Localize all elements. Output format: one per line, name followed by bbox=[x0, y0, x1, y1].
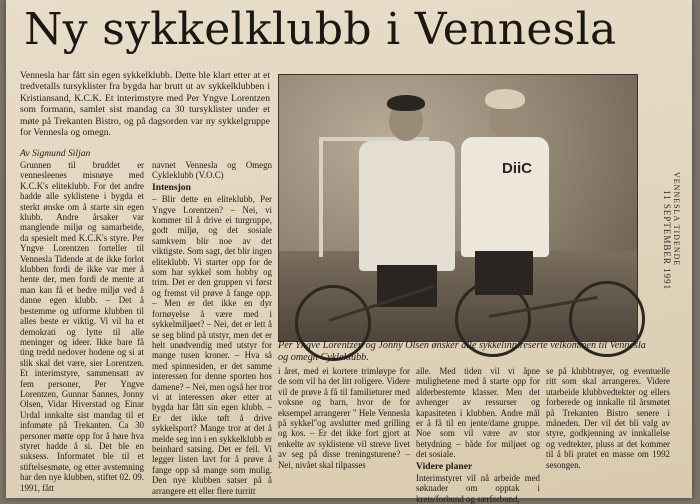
text-column-4 bbox=[416, 366, 540, 504]
text-column-3 bbox=[278, 366, 410, 496]
article-lead: Vennesla har fått sin egen sykkelklubb. Dette ble klart etter at et tredvetalls tursyklister fra bygda har brutt ut av sykkelklubben i Kristiansand, K.C.K. Et interimstyre med Per Yngve Lorentzen som formann, samlet sist mandag ca 30 tursyklister under et møte på Trekanten Bistro, og på dagsorden var ny sykkelgruppe for Vennesla og omegn. bbox=[20, 70, 270, 139]
text-column-5 bbox=[546, 366, 670, 496]
article-byline: Av Sigmund Siljan bbox=[20, 148, 91, 159]
text-column-1 bbox=[20, 160, 144, 495]
cyclist-right-hair bbox=[485, 89, 525, 109]
newspaper-clipping bbox=[6, 0, 692, 504]
newspaper-name: VENNESLA TIDENDE bbox=[672, 171, 681, 267]
column-4-text-continued: Interimstyret vil nå arbeide med søknader om opptak i krets/forbund og særforbund, bbox=[416, 473, 540, 504]
column-1-text: Grunnen til bruddet er vennesleenes misnøye med K.C.K's eliteklubb. For det andre hadde alle syklistene i bygda et sterkt ønske om å starte sin egen klubb. Andre årsaker var manglende miljø og samarbeide, da spesielt med K.C.K's styre. Per Yngve Lorentzen forteller til Vennesla Tidende at de ikke forlot klubben fordi de ikke var mer å hente der, men fordi de mente at man kan få et bedre miljø ved å danne egen klubb. – Det å bestemme og utforme klubben til alles beste er viktig. Vi vil ha et demokrati og lytte til alle meninger og ideer. Ikke bare få ting tredd nedover hodene og si at slik skal det være, sier Lorentzen. Et interimstyre, sammensatt av fem personer, Per Yngve Lorentzen, Gunnar Sannes, Jonny Olsen, Vidar Hiverstad og Einar Urdal innkalte sist mandag til et infomøte på Trekanten. Ca 30 personer møtte opp for å høre hva styret hadde å si. Det ble en suksess. Informatet ble til et stiftelsesmøte, og etter avstemning har den nye klubben, stiftet 02. 09. 1991, fått bbox=[20, 160, 144, 493]
article-headline: Ny sykkelklubb i Vennesla bbox=[24, 4, 617, 55]
jersey-logo-text: DiiC bbox=[502, 160, 532, 177]
column-4-text: alle. Med tiden vil vi åpne mulighetene med å starte opp for alderbestemte klasser. Men det avhenger av ressurser og kapasiteten i klubben. Andre mål er å få til en jente/dame gruppe. Noe som vil være av stor betydning – både for miljøet og det sosiale. bbox=[416, 366, 540, 460]
column-2-intro: navnet Vennesla og Omegn Cykleklubb (V.O.C) bbox=[152, 160, 272, 181]
column-2-text: – Blir dette en eliteklubb, Per Yngve Lorentzen? – Nei, vi kommer til å drive ei turgruppe, godt miljø, og det sosiale samkvem blir noe av det viktigste. Som sagt, det blir ingen eliteklubb. Vi starter opp for de som har sykkel som hobby og trim. Det er den gruppen vi først og fremst vil prøve å fange opp. – Men er det ikke en dyr fornøyelse å være med i sykkelmiljøet? – Nei, det er lett å se seg blind på utstyr, men det er helt unødvendig med utstyr for mange tusen kroner. – Hva så med spinnesiden, er det samme interessen for denne sporten hos damene? – Nei, men også her tror vi at interessen øker etter at bygda har fått sin egen klubb. – Er det ikke tøft å drive sykkelsport? Mange tror at det å melde seg inn i en sykkelklubb er beinhard satsing. Det er feil. Vi legger listen lavt for å prøve å fange opp så mange som mulig. Den nye klubben satser på å arrangere ett eller flere turritt bbox=[152, 194, 273, 496]
column-3-text: i året, med ei kortere trimløype for de som vil ha det litt roligere. Videre vil de prøve å få til familieturer med voksne og barn, hvor de for eksempel arrangerer " Hele Vennesla på sykkel"og avslutter med grilling og kos. – Er det ikke fort gjort at enkelte av syklistene vil streve livet av seg på disse treningsturene? – Nei, nivået skal tilpasses bbox=[278, 366, 410, 470]
photo-goal-post bbox=[319, 137, 323, 257]
cyclist-left-jersey bbox=[359, 141, 455, 271]
cyclist-left-hair bbox=[387, 95, 425, 111]
subheading-intensjon: Intensjon bbox=[152, 181, 191, 193]
column-5-text: se på klubbtrøyer, og eventuelle ritt som skal arrangeres. Videre utarbeide klubbvedtekter og ellers forberede og innkalle til årsmøtet på Trekanten Bistro senere i måneden. Der vil det bli valg av styre, godkjenning av innkallelse og vedtekter, pluss at det kommer til å bli pratet en masse om 1992 sesongen. bbox=[546, 366, 670, 470]
newspaper-margin-label bbox=[657, 110, 681, 370]
text-column-2 bbox=[152, 160, 272, 495]
article-photo bbox=[278, 74, 638, 342]
cyclist-right-jersey bbox=[461, 137, 549, 257]
newspaper-date: 11 SEPTEMBER 1991 bbox=[662, 189, 672, 291]
subheading-videre-planer: Videre planer bbox=[416, 460, 473, 472]
photo-caption: Per Yngve Lorentzen og Jonny Olsen ønsker alle sykkelinntreserte velkommen til Vennesla og omegn Cykleklubb. bbox=[278, 340, 646, 363]
